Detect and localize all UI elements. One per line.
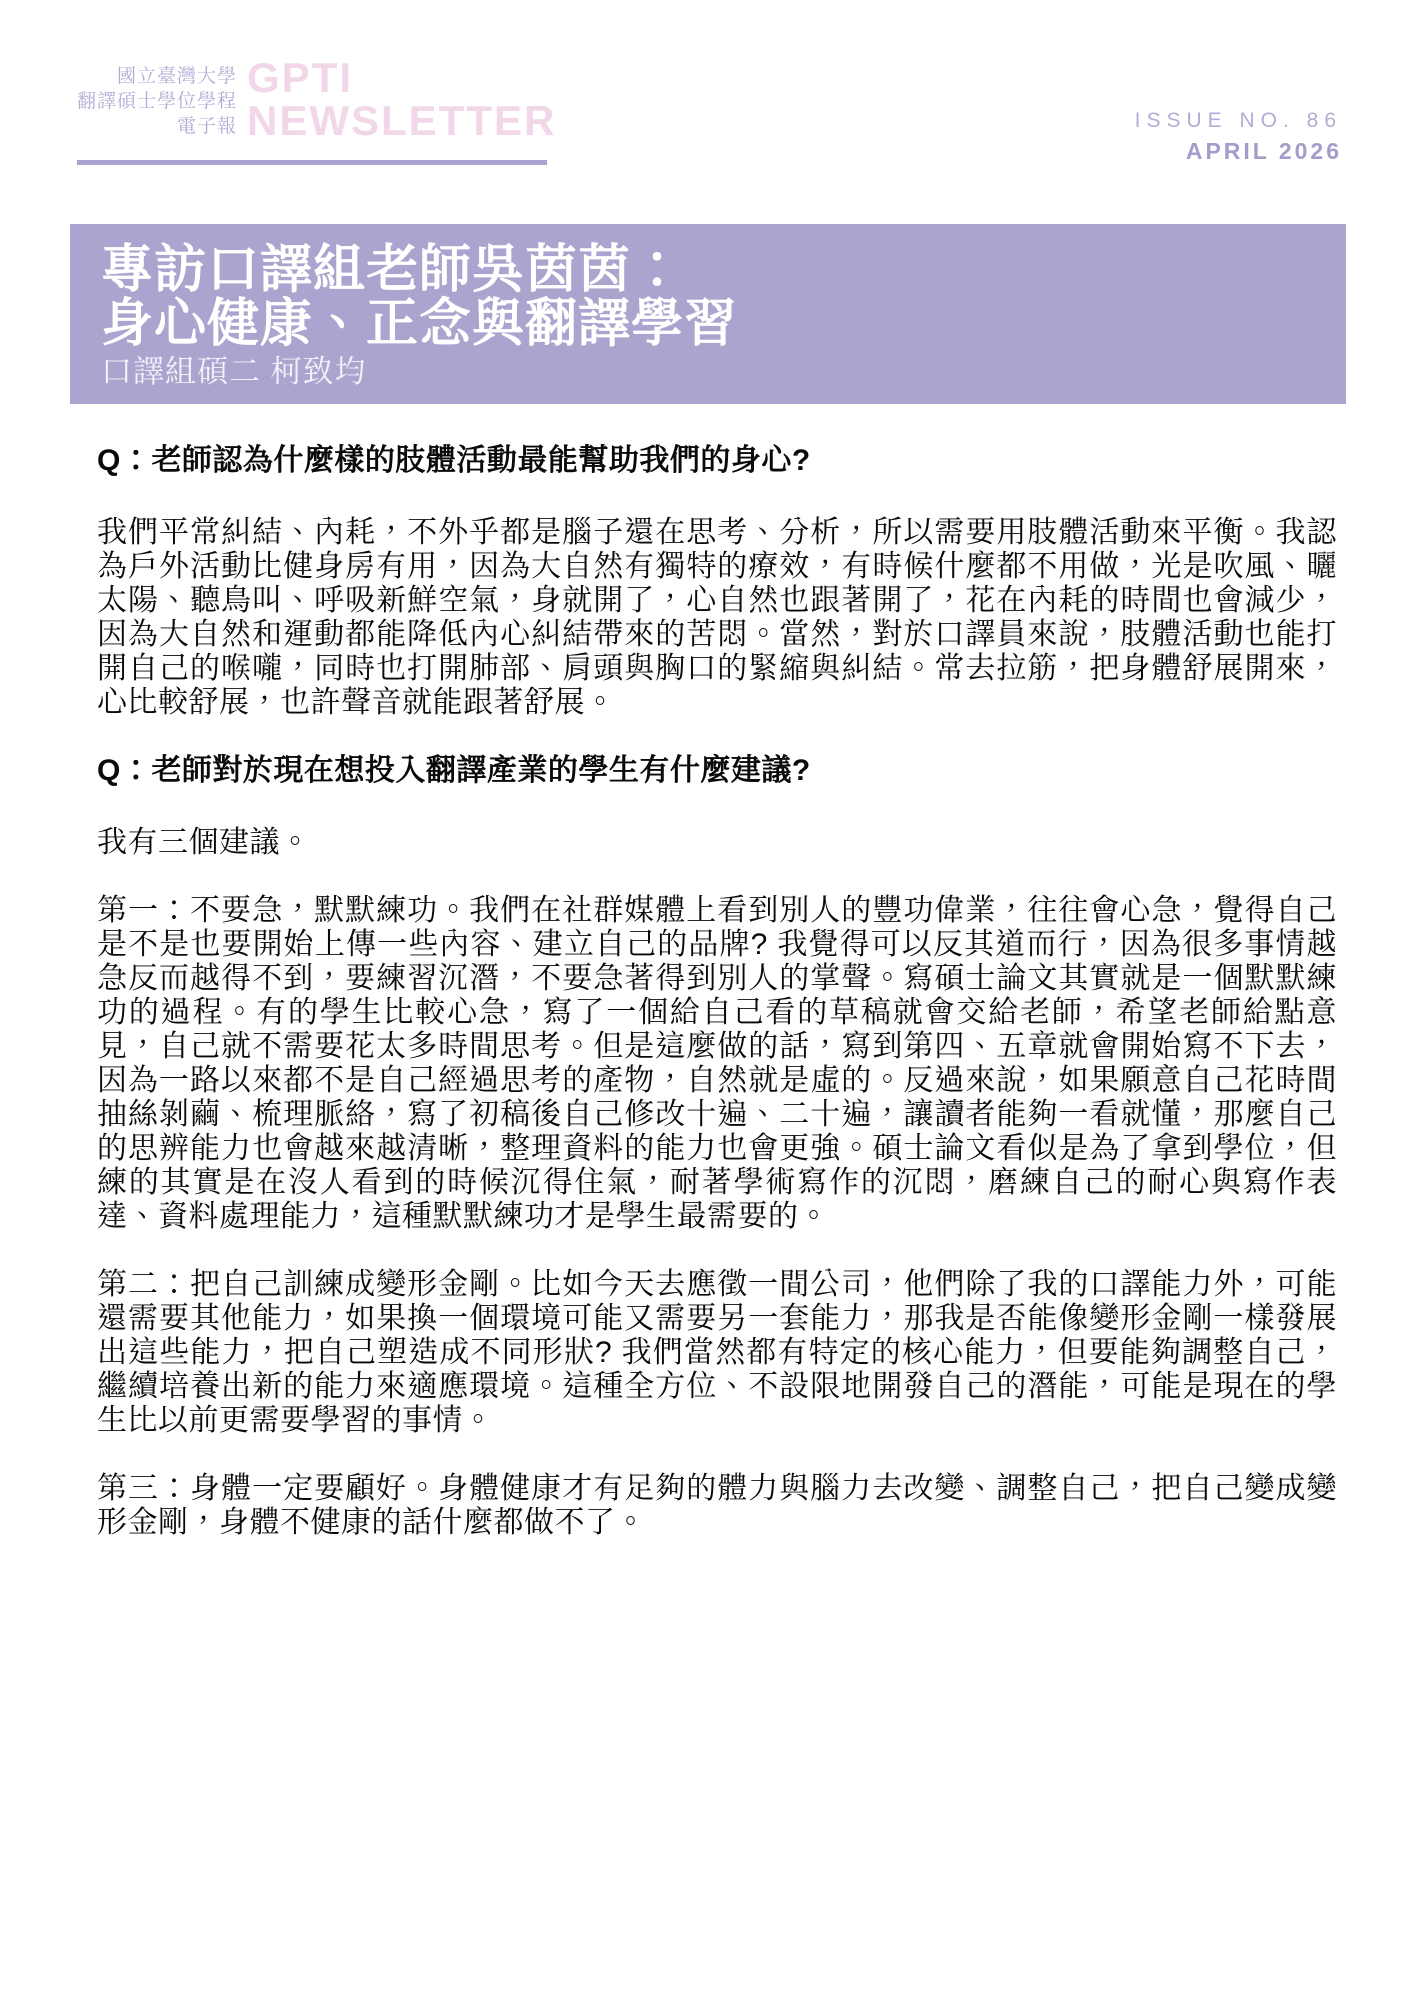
article-title-line-1: 專訪口譯組老師吳茵茵： — [101, 241, 685, 299]
issue-number: ISSUE NO. 86 — [1134, 109, 1342, 132]
article-byline: 口譯組碩二 柯致均 — [101, 354, 367, 389]
answer-2-point-1: 第一：不要急，默默練功。我們在社群媒體上看到別人的豐功偉業，往往會心急，覺得自己是不是也要開始上傳一些內容、建立自己的品牌? 我覺得可以反其道而行，因為很多事情越急反而越得不到，要練習沉潛，不要急著得到別人的掌聲。寫碩士論文其實就是一個默默練功的過程。有的學生比較心急，寫了一個給自己看的草稿就會交給老師，希望老師給點意見，自己就不需要花太多時間思考。但是這麼做的話，寫到第四、五章就會開始寫不下去，因為一路以來都不是自己經過思考的產物，自然就是虛的。反過來說，如果願意自己花時間抽絲剝繭、梳理脈絡，寫了初稿後自己修改十遍、二十遍，讓讀者能夠一看就懂，那麼自己的思辨能力也會越來越清晰，整理資料的能力也會更強。碩士論文看似是為了拿到學位，但練的其實是在沒人看到的時候沉得住氣，耐著學術寫作的沉悶，磨練自己的耐心與寫作表達、資料處理能力，這種默默練功才是學生最需要的。 — [97, 894, 1337, 1233]
logo-line-2: NEWSLETTER — [247, 97, 557, 144]
program-line-3: 電子報 — [177, 116, 238, 137]
question-2: Q：老師對於現在想投入翻譯產業的學生有什麼建議? — [97, 754, 811, 787]
answer-2-point-2: 第二：把自己訓練成變形金剛。比如今天去應徵一間公司，他們除了我的口譯能力外，可能還需要其他能力，如果換一個環境可能又需要另一套能力，那我是否能像變形金剛一樣發展出這些能力，把自己塑造成不同形狀? 我們當然都有特定的核心能力，但要能夠調整自己，繼續培養出新的能力來適應環境。這種全方位、不設限地開發自己的潛能，可能是現在的學生比以前更需要學習的事情。 — [97, 1268, 1337, 1437]
issue-date: APRIL 2026 — [1185, 138, 1342, 164]
answer-1-paragraph: 我們平常糾結、內耗，不外乎都是腦子還在思考、分析，所以需要用肢體活動來平衡。我認為戶外活動比健身房有用，因為大自然有獨特的療效，有時候什麼都不用做，光是吹風、曬太陽、聽鳥叫、呼吸新鮮空氣，身就開了，心自然也跟著開了，花在內耗的時間也會減少，因為大自然和運動都能降低內心糾結帶來的苦悶。當然，對於口譯員來說，肢體活動也能打開自己的喉嚨，同時也打開肺部、肩頭與胸口的緊縮與糾結。常去拉筋，把身體舒展開來，心比較舒展，也許聲音就能跟著舒展。 — [97, 516, 1337, 719]
article-body — [97, 0, 1337, 1574]
answer-2-intro: 我有三個建議。 — [97, 826, 311, 859]
logo-line-1: GPTI — [247, 54, 354, 101]
program-line-2: 翻譯碩士學位學程 — [77, 91, 238, 112]
article-title-line-2: 身心健康、正念與翻譯學習 — [101, 295, 738, 353]
program-line-1: 國立臺灣大學 — [117, 66, 238, 87]
answer-2-point-3: 第三：身體一定要顧好。身體健康才有足夠的體力與腦力去改變、調整自己，把自己變成變形金剛，身體不健康的話什麼都做不了。 — [97, 1472, 1337, 1539]
question-1: Q：老師認為什麼樣的肢體活動最能幫助我們的身心? — [97, 444, 811, 477]
